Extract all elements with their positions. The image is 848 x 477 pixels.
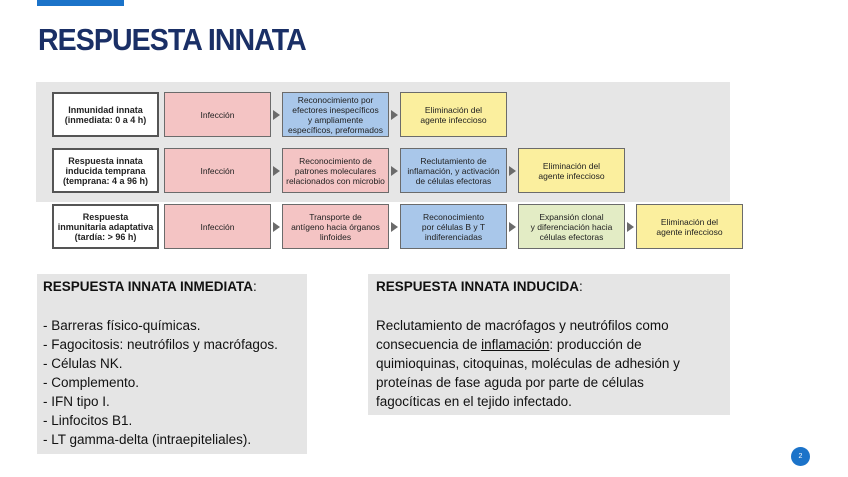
list-item: - Fagocitosis: neutrófilos y macrófagos. [43,337,278,352]
flow-arrow-icon [273,110,280,120]
list-item: - LT gamma-delta (intraepiteliales). [43,432,252,447]
diagram-step: Infección [164,204,271,249]
paragraph-line: fagocíticas en el tejido infectado. [376,394,572,409]
flow-arrow-icon [509,166,516,176]
diagram-step: Reconocimiento por células B y T indiferenciadas [400,204,507,249]
inflamacion-underlined: inflamación [481,337,550,352]
flow-arrow-icon [391,110,398,120]
diagram-row-label: Inmunidad innata (inmediata: 0 a 4 h) [52,92,159,137]
paragraph-line: proteínas de fase aguda por parte de células [376,375,644,390]
immune-response-diagram [36,82,730,253]
flow-arrow-icon [273,222,280,232]
paragraph-line: quimioquinas, citoquinas, moléculas de adhesión y [376,356,680,371]
diagram-step: Infección [164,92,271,137]
diagram-step: Transporte de antígeno hacia órganos linfoides [282,204,389,249]
diagram-step: Reconocimiento de patrones moleculares relacionados con microbio [282,148,389,193]
page-number-badge: 2 [791,447,810,466]
diagram-step: Eliminación del agente infeccioso [636,204,743,249]
flow-arrow-icon [391,222,398,232]
flow-arrow-icon [509,222,516,232]
diagram-step: Eliminación del agente infeccioso [518,148,625,193]
list-item: - Barreras físico-químicas. [43,318,201,333]
paragraph-line: consecuencia de inflamación: producción de [376,337,642,352]
diagram-step: Eliminación del agente infeccioso [400,92,507,137]
flow-arrow-icon [273,166,280,176]
flow-arrow-icon [391,166,398,176]
innate-immediate-panel [37,274,307,454]
diagram-step: Infección [164,148,271,193]
diagram-row-label: Respuesta innata inducida temprana (temprana: 4 a 96 h) [52,148,159,193]
innate-induced-heading: RESPUESTA INNATA INDUCIDA: [376,279,583,294]
innate-immediate-heading: RESPUESTA INNATA INMEDIATA: [43,279,257,294]
list-item: - IFN tipo I. [43,394,110,409]
paragraph-line: Reclutamiento de macrófagos y neutrófilos como [376,318,669,333]
innate-induced-panel [368,274,730,415]
list-item: - Linfocitos B1. [43,413,133,428]
top-accent-bar [37,0,124,6]
list-item: - Complemento. [43,375,140,390]
diagram-row-label: Respuesta inmunitaria adaptativa (tardía: > 96 h) [52,204,159,249]
flow-arrow-icon [627,222,634,232]
slide-title: RESPUESTA INNATA [38,22,306,57]
list-item: - Células NK. [43,356,123,371]
diagram-step: Expansión clonal y diferenciación hacia células efectoras [518,204,625,249]
diagram-step: Reconocimiento por efectores inespecíficos y ampliamente específicos, preformados [282,92,389,137]
diagram-step: Reclutamiento de inflamación, y activación de células efectoras [400,148,507,193]
